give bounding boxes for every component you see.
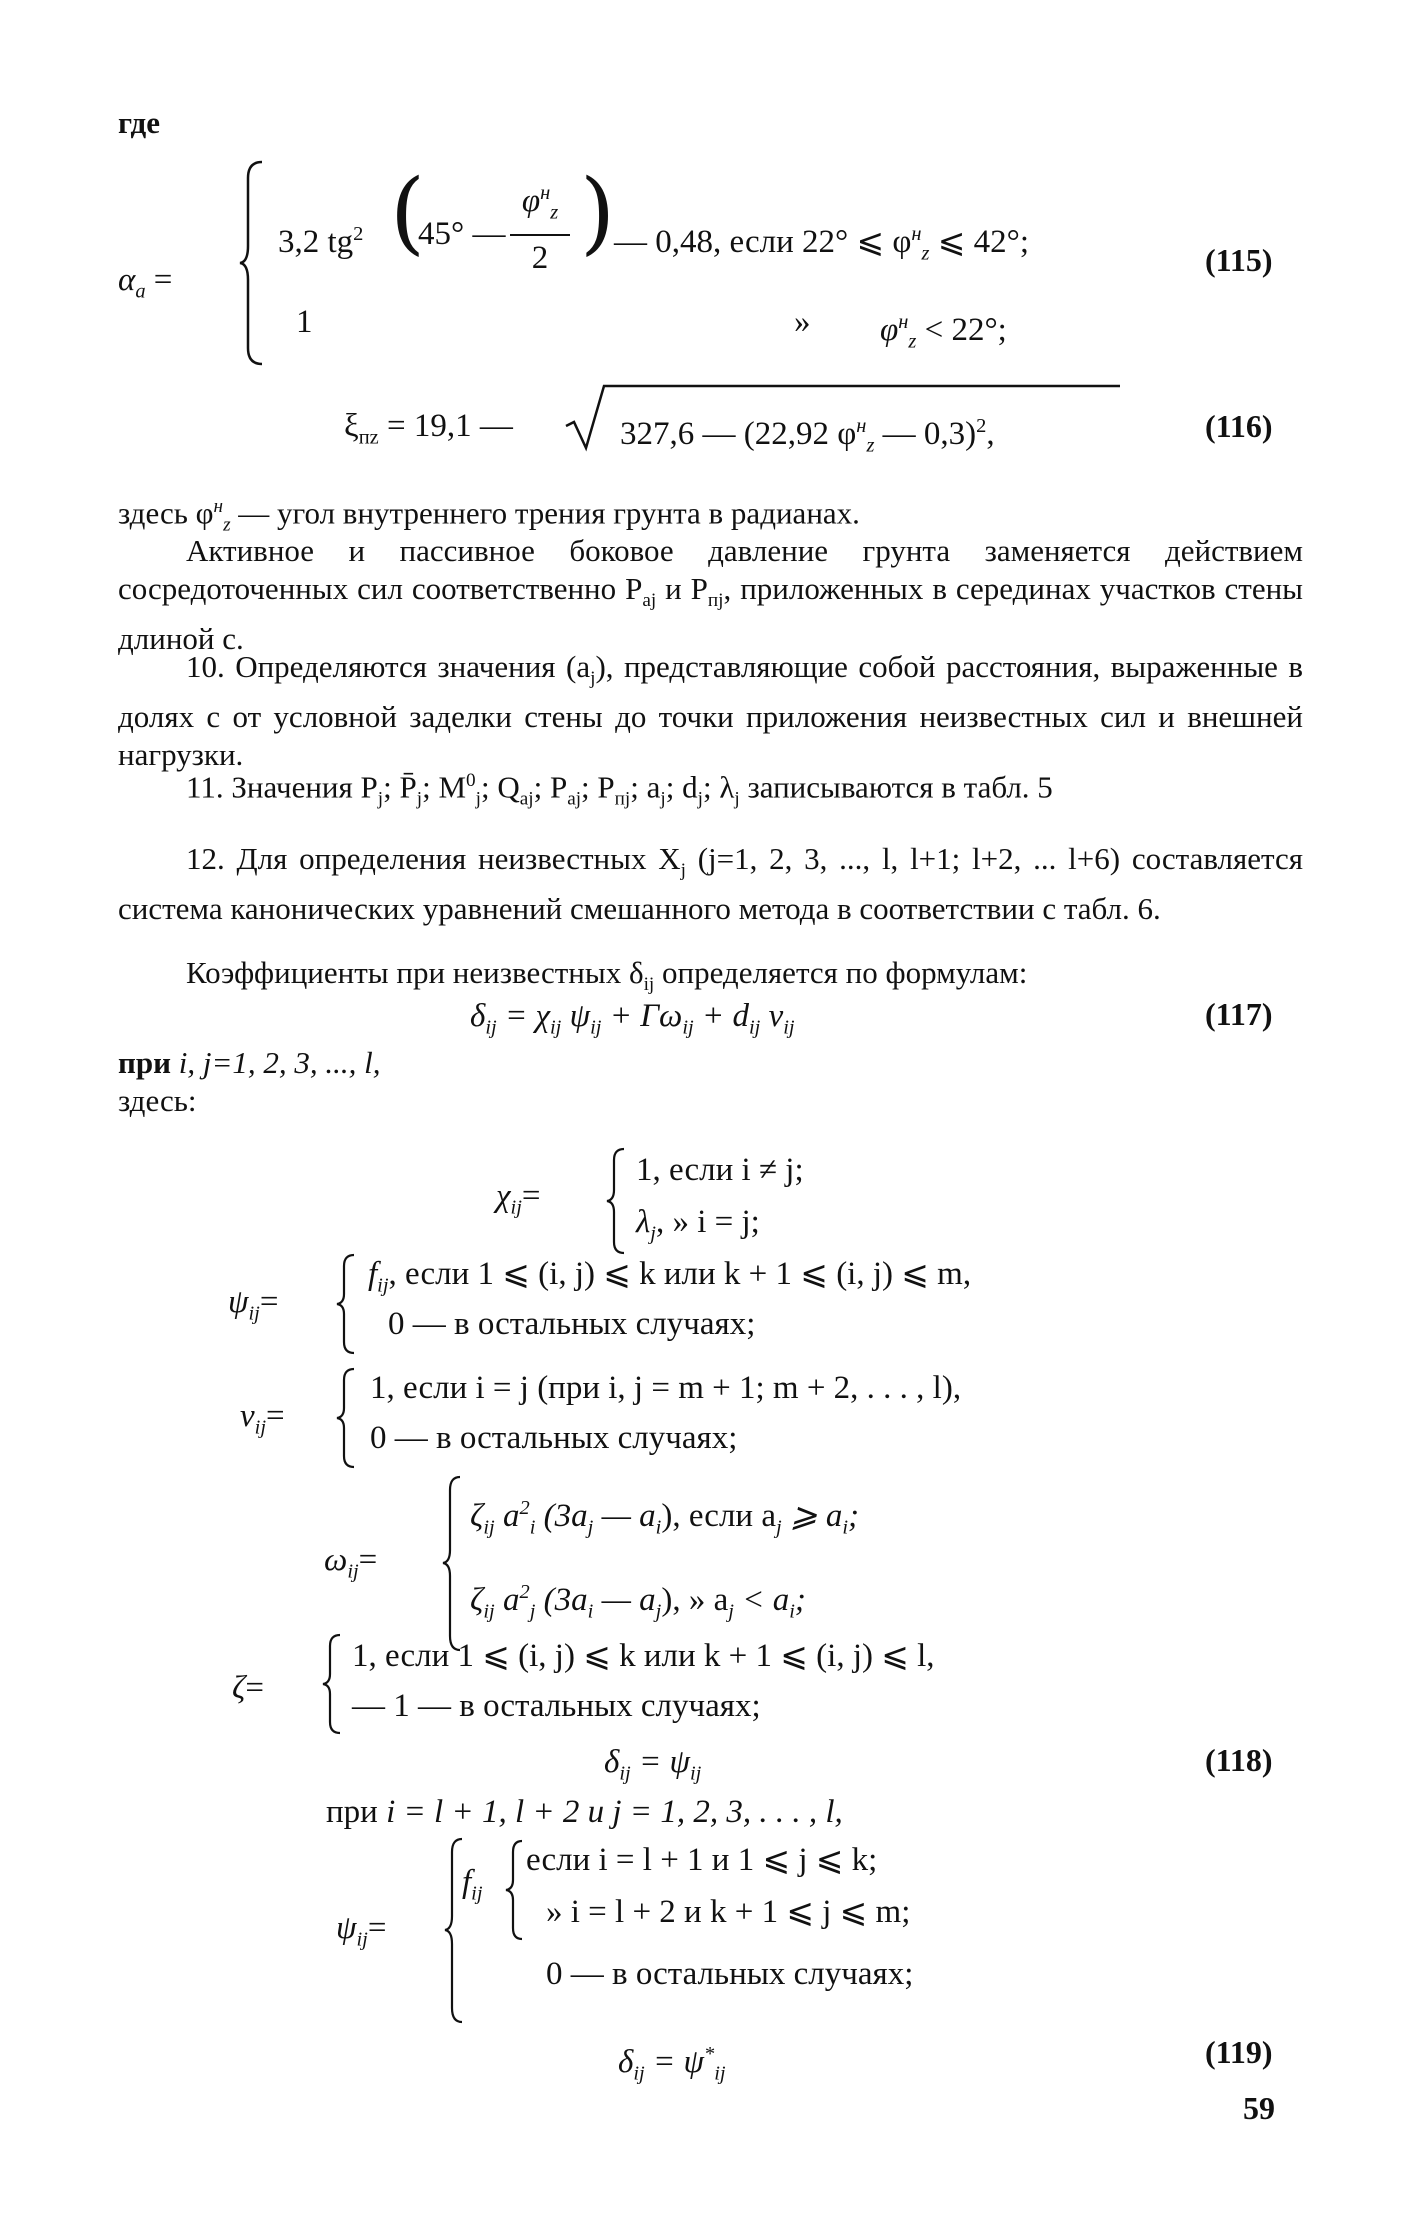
coefficients-line: Коэффициенты при неизвестных $\delta_{ij}$ определяется по формулам: xyxy=(186,955,1028,996)
psi-brace xyxy=(334,1252,358,1356)
paragraph-active-passive: Активное и пассивное боковое давление грунта заменяется действием сосредоточенных сил соответственно $P_{aj}$ и $P_{пj}$, приложенных в серединах участков стены длиной c. xyxy=(118,533,1303,657)
zeta-row2: — 1 — в остальных случаях; xyxy=(352,1688,761,1724)
psi-row2: 0 — в остальных случаях; xyxy=(388,1306,756,1342)
eq115-lhs: $\alpha_a$ = xyxy=(118,262,173,303)
nu-row2: 0 — в остальных случаях; xyxy=(370,1420,738,1456)
chi-row1: 1, если i ≠ j; xyxy=(636,1152,804,1188)
omega-row1: $\zeta_{ij}$ $a^2_i$ ($3a_j$ — $a_i$), если $a_j$ ⩾ $a_i$; xyxy=(470,1497,860,1539)
page-number: 59 xyxy=(1243,2090,1275,2126)
eq115-right-paren: ) xyxy=(580,160,616,265)
omega-row2: $\zeta_{ij}$ $a^2_j$ ($3a_i$ — $a_j$), » $a_j < a_i$; xyxy=(470,1581,806,1623)
equation-118: $\delta_{ij} = \psi_{ij}$ xyxy=(604,1744,702,1785)
item-12: 12. Для определения неизвестных $X_j$ (j=1, 2, 3, ..., l, l+1; l+2, ... l+6) составляется система канонических уравнений смешанного метода в соответствии с табл. 6. xyxy=(118,841,1303,927)
psi2-row2: » i = l + 2 и k + 1 ⩽ j ⩽ m; xyxy=(546,1894,911,1930)
chi-brace xyxy=(604,1146,628,1256)
eq115-row2-value: 1 xyxy=(296,304,313,340)
when-line-2: при i = l + 1, l + 2 и j = 1, 2, 3, . . . , l, xyxy=(326,1794,843,1830)
psi2-lhs: $\psi_{ij}=$ xyxy=(336,1910,387,1951)
eq115-row2-ditto: » xyxy=(794,304,811,340)
eq117-number: (117) xyxy=(1205,996,1273,1032)
psi2-row3: 0 — в остальных случаях; xyxy=(546,1956,914,1992)
eq115-brace xyxy=(238,158,268,368)
eq116-lhs: $\xi_{пz} = 19,1$ — xyxy=(344,408,513,449)
psi2-row1: если i = l + 1 и 1 ⩽ j ⩽ k; xyxy=(526,1842,878,1878)
when-line-1: при i, j=1, 2, 3, ..., l, xyxy=(118,1045,381,1080)
omega-brace xyxy=(440,1474,464,1654)
psi-row1: $f_{ij}$, если 1 ⩽ (i, j) ⩽ k или k + 1 ⩽ (i, j) ⩽ m, xyxy=(368,1256,972,1297)
chi-row2: $\lambda_j$, » i = j; xyxy=(636,1204,760,1245)
chi-lhs: $\chi_{ij}=$ xyxy=(496,1178,541,1219)
eq115-row1-rest: — 0,48, если 22° ⩽ $\varphi^н_z$ ⩽ 42°; xyxy=(614,223,1030,265)
lead-word: где xyxy=(118,105,160,140)
nu-row1: 1, если i = j (при i, j = m + 1; m + 2, . . . , l), xyxy=(370,1370,962,1406)
eq115-row1-prefix: 3,2 $tg^2$ xyxy=(278,223,364,260)
zeta-brace xyxy=(320,1632,344,1736)
eq116-number: (116) xyxy=(1205,408,1273,444)
eq115-row2-cond: $\varphi^н_z < 22^\circ$; xyxy=(880,311,1007,353)
item-10: 10. Определяются значения $(a_j)$, представляющие собой расстояния, выраженные в долях c от условной заделки стены до точки приложения неизвестных сил и внешней нагрузки. xyxy=(118,649,1304,773)
equation-117: $\delta_{ij} = \chi_{ij}$ $\psi_{ij} + \Gamma\omega_{ij} + d_{ij}$ $\nu_{ij}$ xyxy=(470,998,795,1039)
psi2-f: $f_{ij}$ xyxy=(462,1864,483,1905)
psi2-inner-brace xyxy=(504,1838,526,1942)
eq115-number: (115) xyxy=(1205,242,1273,278)
equation-119: $\delta_{ij} = \psi^*_{ij}$ xyxy=(618,2043,726,2085)
item-11: 11. Значения $P_j$; $P̄_j$; $M^0_j$; $Q_{aj}$; $P_{aj}$; $P_{пj}$; $a_j$; $d_j$; $\lambda_j$ записываются в табл. 5 xyxy=(186,769,1053,810)
zeta-row1: 1, если 1 ⩽ (i, j) ⩽ k или k + 1 ⩽ (i, j) ⩽ l, xyxy=(352,1638,935,1674)
nu-brace xyxy=(334,1366,358,1470)
omega-lhs: $\omega_{ij}=$ xyxy=(324,1542,378,1583)
eq115-fraction: $\varphi^н_z$ 2 xyxy=(510,172,570,280)
eq116-radicand: 327,6 — (22,92 $\varphi^н_z$ — 0,3)$^2$, xyxy=(620,415,995,457)
note-here: здесь $\varphi^н_z$ — угол внутреннего трения грунта в радианах. xyxy=(118,495,860,536)
nu-lhs: $\nu_{ij}=$ xyxy=(240,1398,285,1439)
eq115-row1-inner: 45° — xyxy=(418,216,506,252)
eq115-left-paren: ( xyxy=(390,160,426,265)
zeta-lhs: ζ= xyxy=(232,1670,264,1706)
here-colon: здесь: xyxy=(118,1083,197,1118)
psi-lhs: $\psi_{ij}=$ xyxy=(228,1284,279,1325)
eq119-number: (119) xyxy=(1205,2034,1273,2070)
eq118-number: (118) xyxy=(1205,1742,1273,1778)
